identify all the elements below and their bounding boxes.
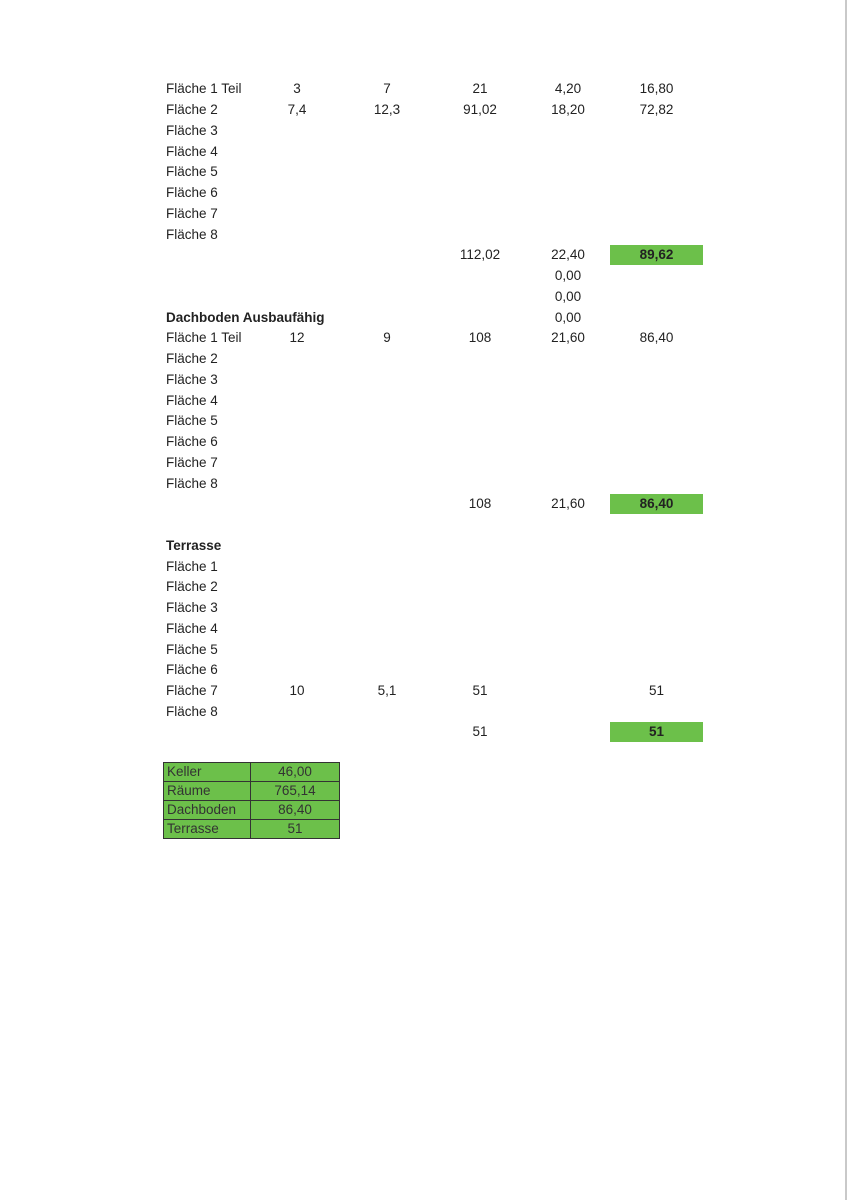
row-label: Fläche 6 (166, 185, 218, 200)
total-row (0, 245, 848, 265)
cell-area: 108 (468, 330, 492, 345)
extra-value: 0,00 (554, 289, 582, 304)
summary-key: Terrasse (164, 820, 251, 839)
cell-net-area: 72,82 (639, 102, 674, 117)
section-title: Dachboden Ausbaufähig (166, 310, 325, 325)
summary-table (163, 762, 340, 839)
row-label: Fläche 8 (166, 476, 218, 491)
table-row (0, 391, 848, 411)
table-row (0, 142, 848, 162)
table-row (0, 640, 848, 660)
row-label: Fläche 4 (166, 621, 218, 636)
cell-net-area: 16,80 (639, 81, 674, 96)
table-row (0, 474, 848, 494)
row-label: Fläche 6 (166, 434, 218, 449)
cell-deduction: 18,20 (551, 102, 585, 117)
table-row (0, 557, 848, 577)
table-row (0, 681, 848, 701)
row-label: Fläche 7 (166, 683, 218, 698)
row-label: Fläche 1 Teil (166, 81, 242, 96)
total-deduction: 22,40 (551, 247, 585, 262)
total-net-area-highlight: 86,40 (610, 494, 703, 514)
total-net-area-highlight: 89,62 (610, 245, 703, 265)
summary-row (164, 820, 340, 839)
row-label: Fläche 8 (166, 227, 218, 242)
cell-area: 91,02 (463, 102, 497, 117)
row-label: Fläche 5 (166, 164, 218, 179)
table-row (0, 411, 848, 431)
total-deduction: 21,60 (551, 496, 585, 511)
row-label: Fläche 7 (166, 206, 218, 221)
table-row (0, 204, 848, 224)
summary-row (164, 763, 340, 782)
total-area: 112,02 (459, 247, 501, 262)
row-label: Fläche 3 (166, 123, 218, 138)
extra-row (0, 266, 848, 286)
row-label: Fläche 2 (166, 579, 218, 594)
row-label: Fläche 7 (166, 455, 218, 470)
cell-length: 3 (293, 81, 301, 96)
extra-value: 0,00 (554, 310, 582, 325)
table-row (0, 162, 848, 182)
row-label: Fläche 1 Teil (166, 330, 242, 345)
section-title-row (0, 536, 848, 556)
row-label: Fläche 8 (166, 704, 218, 719)
row-label: Fläche 2 (166, 351, 218, 366)
table-row (0, 660, 848, 680)
cell-length: 10 (289, 683, 305, 698)
cell-net-area: 86,40 (639, 330, 674, 345)
section-title-row (0, 308, 848, 328)
cell-length: 12 (289, 330, 305, 345)
total-row (0, 494, 848, 514)
table-row (0, 619, 848, 639)
table-row (0, 577, 848, 597)
row-label: Fläche 4 (166, 393, 218, 408)
row-label: Fläche 1 (166, 559, 218, 574)
total-area: 51 (472, 724, 488, 739)
table-row (0, 702, 848, 722)
summary-row (164, 801, 340, 820)
summary-value: 46,00 (251, 763, 340, 782)
cell-net-area: 51 (648, 683, 665, 698)
row-label: Fläche 3 (166, 600, 218, 615)
cell-width: 7 (383, 81, 391, 96)
summary-value: 51 (251, 820, 340, 839)
cell-area: 21 (472, 81, 488, 96)
table-row (0, 79, 848, 99)
table-row (0, 100, 848, 120)
total-area: 108 (468, 496, 492, 511)
extra-row (0, 287, 848, 307)
summary-key: Räume (164, 782, 251, 801)
row-label: Fläche 4 (166, 144, 218, 159)
cell-area: 51 (472, 683, 488, 698)
cell-width: 9 (383, 330, 391, 345)
cell-width: 12,3 (373, 102, 401, 117)
cell-width: 5,1 (377, 683, 397, 698)
row-label: Fläche 6 (166, 662, 218, 677)
cell-length: 7,4 (287, 102, 307, 117)
total-row (0, 722, 848, 742)
summary-row (164, 782, 340, 801)
total-net-area-highlight: 51 (610, 722, 703, 742)
section-title: Terrasse (166, 538, 222, 553)
table-row (0, 121, 848, 141)
summary-value: 86,40 (251, 801, 340, 820)
cell-deduction: 21,60 (551, 330, 585, 345)
summary-key: Keller (164, 763, 251, 782)
extra-value: 0,00 (554, 268, 582, 283)
table-row (0, 598, 848, 618)
row-label: Fläche 5 (166, 413, 218, 428)
table-row (0, 183, 848, 203)
table-row (0, 370, 848, 390)
summary-value: 765,14 (251, 782, 340, 801)
table-row (0, 432, 848, 452)
row-label: Fläche 2 (166, 102, 218, 117)
row-label: Fläche 5 (166, 642, 218, 657)
table-row (0, 349, 848, 369)
summary-key: Dachboden (164, 801, 251, 820)
table-row (0, 453, 848, 473)
row-label: Fläche 3 (166, 372, 218, 387)
table-row (0, 225, 848, 245)
cell-deduction: 4,20 (554, 81, 582, 96)
table-row (0, 328, 848, 348)
